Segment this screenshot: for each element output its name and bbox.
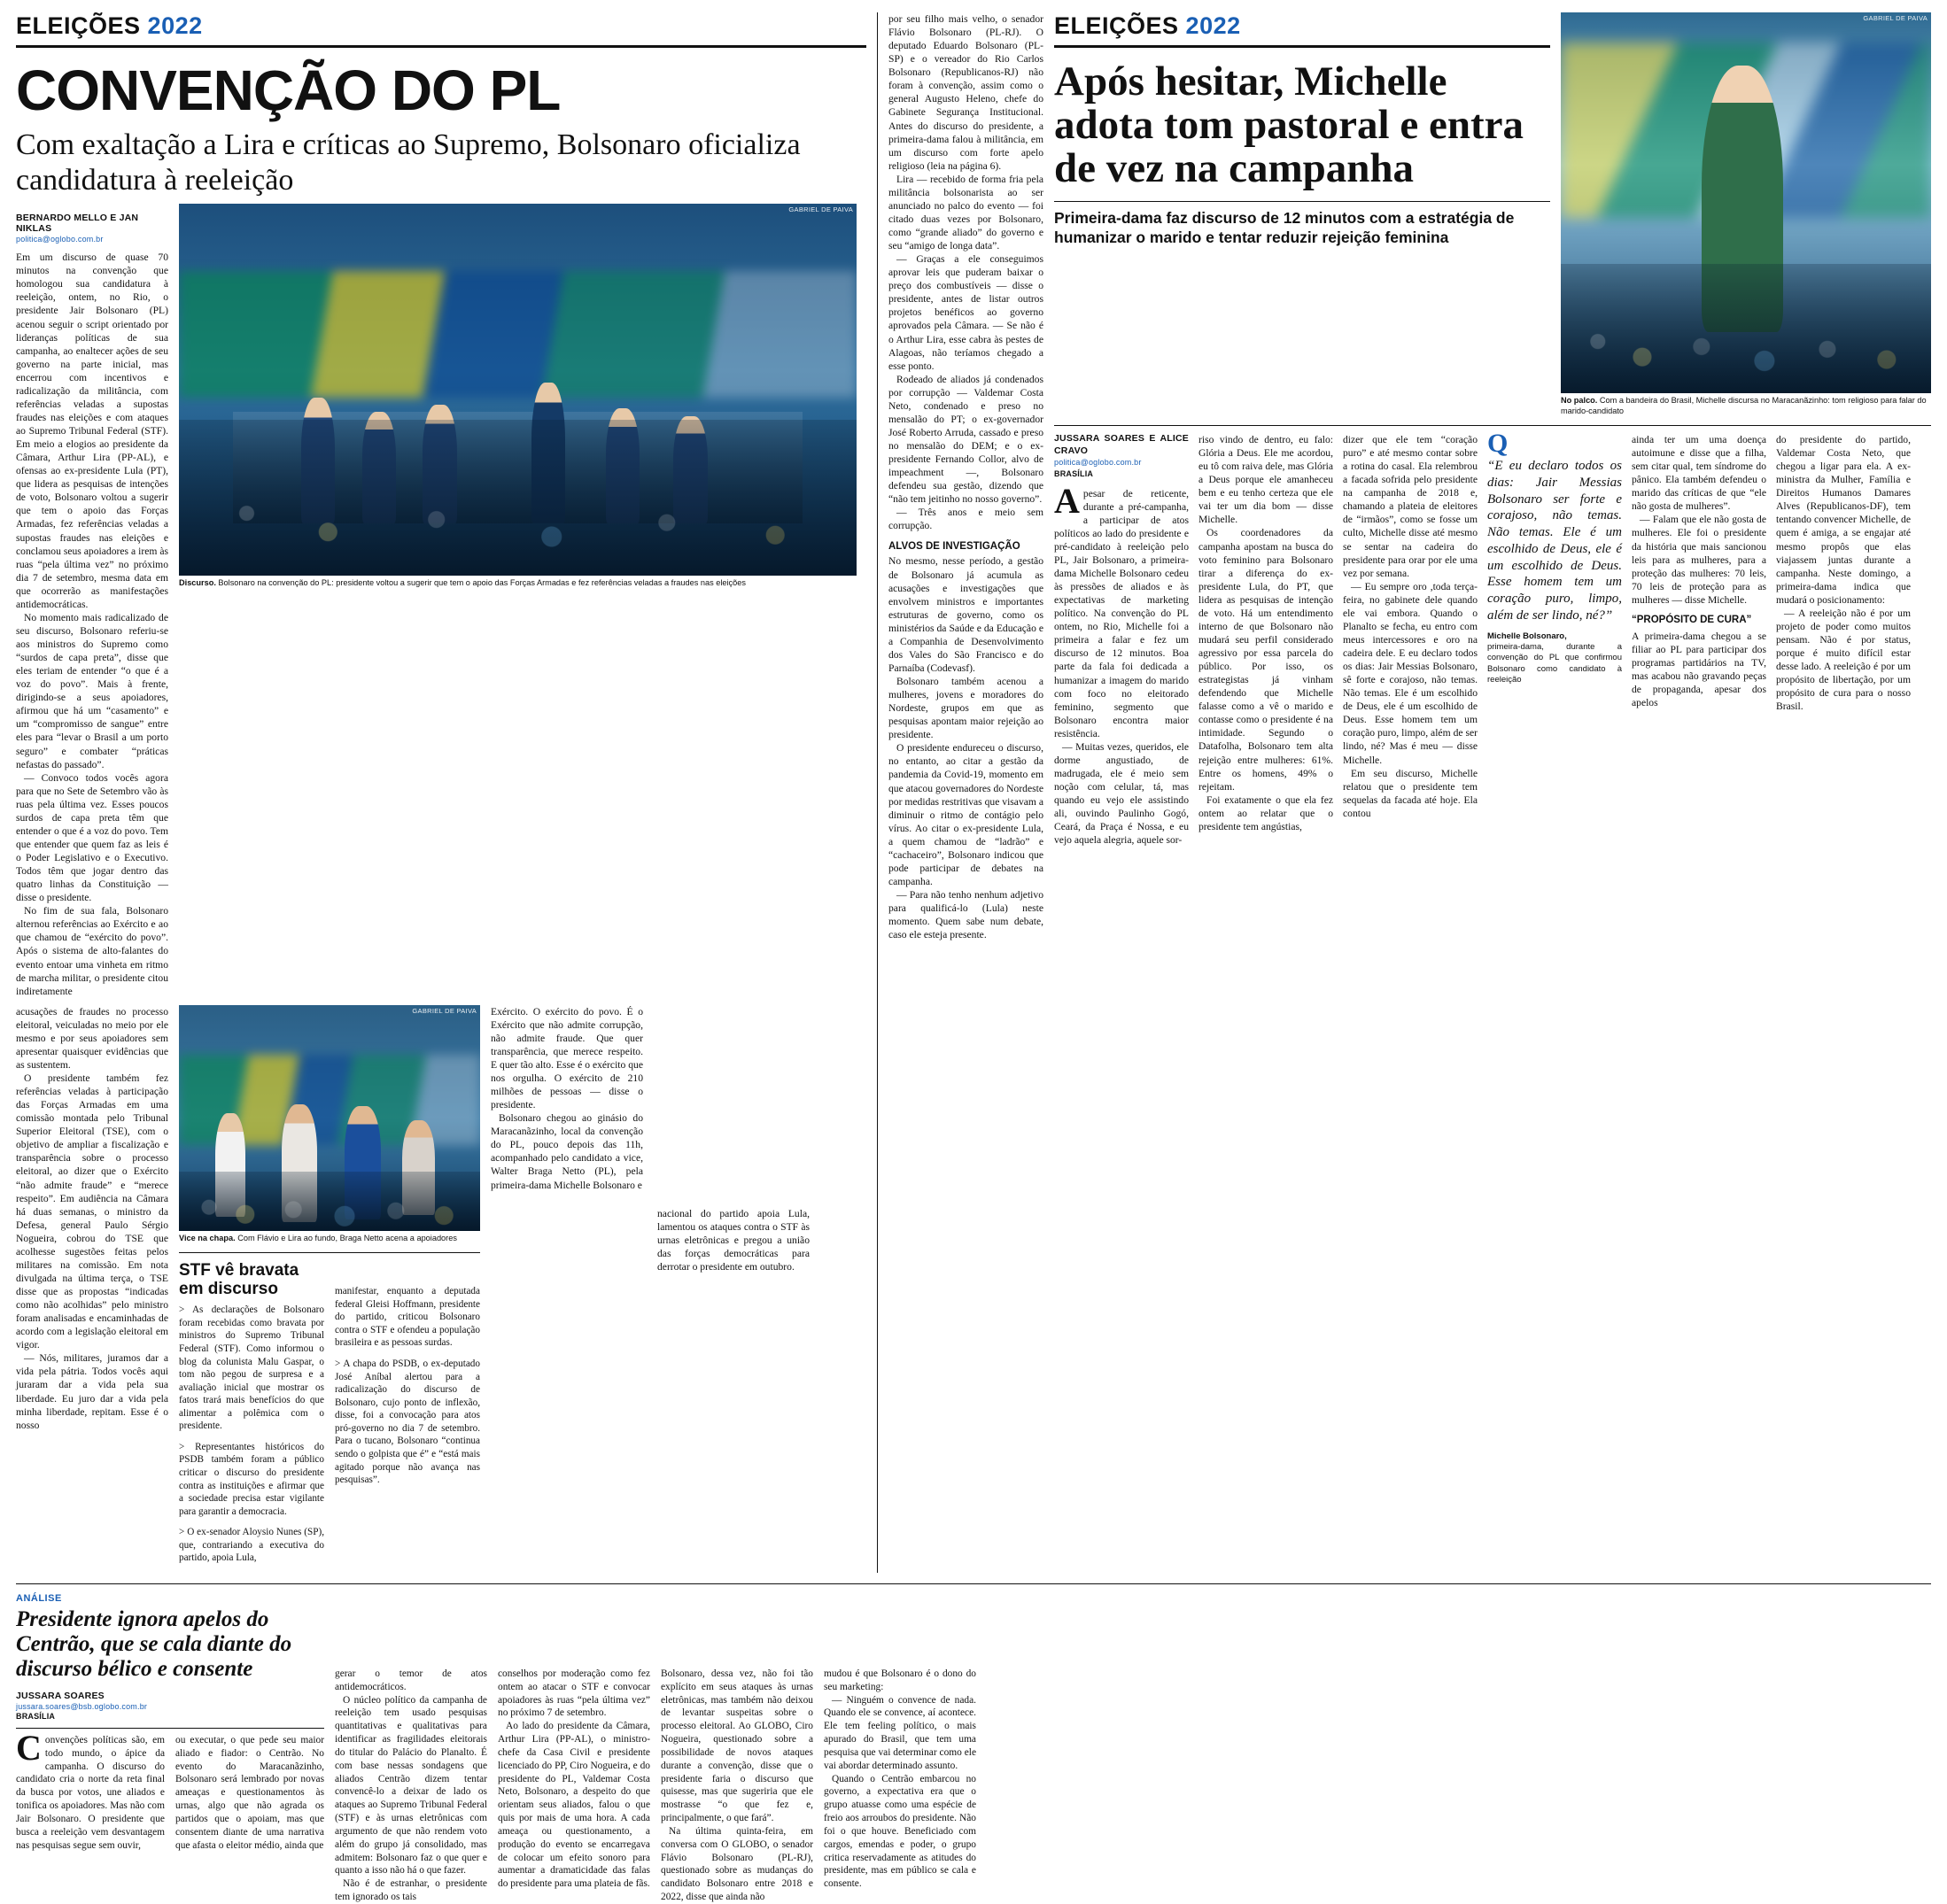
paragraph: Convenções políticas são, em todo mundo, o ápice da campanha. O discurso do candidato cria o norte da reta final da busca por votos, une aliados e tonifica os apoiadores. Mas não com Jair Bolsonaro. O presidente que busca a reeleição vem desvantagem nas pesquisas segue sem ouvir, <box>16 1727 165 1851</box>
photo-bolsonaro-convention <box>179 204 857 576</box>
right-head-area <box>1054 12 1550 416</box>
paragraph: acusações de fraudes no processo eleitoral, veiculadas no meio por ele mesmo e por seus apoiadores sem apresentar quaisquer evidências que as sustentem. <box>16 1005 168 1071</box>
photo-caption <box>1561 396 1931 416</box>
right-kicker-text: ELEIÇÕES <box>1054 12 1179 39</box>
stf-box-right <box>335 1258 480 1573</box>
analysis-column-4 <box>498 1668 650 1904</box>
left-column-3-wrap <box>491 1005 845 1573</box>
stf-box-items-1 <box>179 1304 324 1565</box>
vertical-divider <box>877 12 878 1573</box>
stf-box-left <box>179 1258 324 1573</box>
right-article <box>1054 12 1931 1573</box>
right-byline-names: JUSSARA SOARES E ALICE CRAVO <box>1054 433 1189 456</box>
quote-role: primeira-dama, durante a convenção do PL que confirmou Bolsonaro como candidato à reeleição <box>1487 641 1622 685</box>
paragraph: Bolsonaro também acenou a mulheres, jovens e moradores do Nordeste, grupos em que as pesquisas apontam maior rejeição ao presidente. <box>888 676 1043 741</box>
right-photo-wrap <box>1561 12 1931 416</box>
right-kicker-rule <box>1054 45 1550 48</box>
paragraph: Bolsonaro chegou ao ginásio do Maracanãzinho, local da convenção do PL, pouco depois das 11h, acompanhado pelo candidato a vice, Walter Braga Netto (PL), pela primeira-dama Michelle Bolsonaro e <box>491 1112 643 1191</box>
analysis-body <box>335 1593 1931 1904</box>
paragraph: — Eu sempre oro ,toda terça-feira, no gabinete dele quando ele vai embora. Quando o Planalto se fecha, eu entro com meus intercessores e oro na cadeira dele. E eu declaro todos os dias: Jair Messias Bolsonaro, sê forte e corajoso, não temas. Não temas. Ele é um escolhido de Deus, ele é um escolhido de Deus. Esse homem tem um coração puro, limpo, além de ser lindo, né? Mas é meu — disse Michelle. <box>1343 580 1478 766</box>
analysis-tag: ANÁLISE <box>16 1592 62 1604</box>
left-byline-mail[interactable]: politica@oglobo.com.br <box>16 235 104 244</box>
right-column-2 <box>1198 433 1333 847</box>
paragraph: gerar o temor de atos antidemocráticos. <box>335 1668 487 1692</box>
left-body-1 <box>16 251 168 998</box>
paragraph: No fim de sua fala, Bolsonaro alternou referências ao Exército e ao que chamou de “exército do povo”. Após o sistema de alto-falantes do evento entoar uma vinheta em ritmo de marcha militar, o presidente citou indiretamente <box>16 905 168 997</box>
left-column-1 <box>16 204 168 998</box>
paragraph: Os coordenadores da campanha apostam na busca do voto feminino para Bolsonaro tirar a diferença do ex-presidente Lula, do PT, que lidera as pesquisas de intenção de voto. Há um entendimento interno de que Bolsonaro não mudará seu perfil considerado agressivo por essa parcela do público. Por isso, os estrategistas já vinham defendendo que Michelle falasse como a vê o marido e contasse como o presidente é na intimidade. Segundo o Datafolha, Bolsonaro tem alta rejeição entre mulheres: 61%. Entre os homens, 49% o rejeitam. <box>1198 527 1333 793</box>
analysis-byline-loc: BRASÍLIA <box>16 1711 56 1721</box>
pull-quote-text: “E eu declaro todos os dias: Jair Messias Bolsonaro ser forte e corajoso, não temas. Não temas. Ele é um escolhido de Deus, ele é um escolhido de Deus. Esse homem tem um coração puro, limpo, além de ser lindo, né?” <box>1487 459 1622 623</box>
analysis-column-3 <box>335 1668 487 1904</box>
left-kicker-year: 2022 <box>147 12 203 39</box>
paragraph: Quando o Centrão embarcou no governo, a expectativa era que o grupo atuasse como uma espécie de freio aos arroubos do presidente. Não foi o que houve. Beneficiado com cargos, emendas e poder, o grupo critica reservadamente as atitudes do presidente, mas em público se cala e consente. <box>824 1773 976 1890</box>
alvos-subhead: ALVOS DE INVESTIGAÇÃO <box>888 541 1020 553</box>
paragraph: Não é de estranhar, o presidente tem ignorado os tais <box>335 1878 487 1903</box>
paragraph: Em um discurso de quase 70 minutos na convenção que homologou sua candidatura à reeleição, ontem, no Rio, o presidente Jair Bolsonaro (PL) acenou seguir o script orientado por lideranças políticas de sua campanha, ao enaltecer ações de seu governo na parte inicial, mas encerrou com incentivos e radicalização da militância, com referências veladas a supostas fraudes nas eleições e com ataques ao Supremo Tribunal Federal (STF). Em meio a elogios ao presidente da Câmara, Arthur Lira (PP-AL), e ofensas ao ex-presidente Lula (PT), que lidera as pesquisas de intenções de voto, Bolsonaro voltou a sugerir que tem o apoio das Forças Armadas, fez referências veladas a supostas fraudes nas eleições e conclamou seus apoiadores a irem às ruas “pela última vez” no próximo dia 7 de setembro, mesma data em que ocorrerão as manifestações antidemocráticas. <box>16 252 168 610</box>
paragraph: ou executar, o que pede seu maior aliado e fiador: o Centrão. No evento do Maracanãzinho, Bolsonaro será lembrado por novas ameaças e questionamentos às urnas, algo que não agrada os partidos que o apoiam, mas que consentem diante de uma narrativa que afasta o eleitor médio, ainda que <box>175 1734 324 1851</box>
left-photo-1-wrap <box>179 204 857 998</box>
paragraph: do presidente do partido, Valdemar Costa Neto, que chegou a ligar para ela. A ex-ministra da Mulher, Família e Direitos Humanos Damares Alves (Republicanos-DF), tem tentando convencer Michelle, de quem é amiga, a se engajar até mesmo propôs que elas viajassem juntas durante a campanha. Neste domingo, a primeira-dama indica que mudará o posicionamento: <box>1776 434 1911 606</box>
left-photo-2-wrap <box>179 1005 480 1573</box>
left-body-3 <box>491 1005 643 1192</box>
alvos-body <box>888 554 1043 941</box>
caption-text: Com Flávio e Lira ao fundo, Braga Netto acena a apoiadores <box>235 1233 457 1242</box>
caption-lead: No palco. <box>1561 396 1598 405</box>
middle-body <box>888 12 1043 532</box>
analysis-headline: Presidente ignora apelos do Centrão, que se cala diante do discurso bélico e consente <box>16 1606 292 1681</box>
bullet-item: > A chapa do PSDB, o ex-deputado José Aníbal alertou para a radicalização do discurso de Bolsonaro, cujo ponto de inflexão, disse, foi a convocação para atos pró-governo no dia 7 de setembro. Para o tucano, Bolsonaro “continua sendo o golpista que é” e “está mais agitado porque não avança nas pesquisas”. <box>335 1358 480 1486</box>
right-byline <box>1054 433 1189 480</box>
paragraph: — Graças a ele conseguimos aprovar leis que puderam baixar o preço dos combustíveis — disse o presidente, antes de listar outros projetos benéficos ao governo aprovados pela Câmara. — Se não é o Arthur Lira, esse cabra às pestes de Alagoas, não teríamos chegado a esse ponto. <box>888 253 1043 372</box>
pull-quote <box>1487 429 1622 847</box>
left-lower-columns <box>16 1005 866 1573</box>
paragraph: mudou é que Bolsonaro é o dono do seu marketing: <box>824 1668 976 1692</box>
left-body-2 <box>16 1005 168 1432</box>
analysis-column-5 <box>661 1668 813 1904</box>
pull-quote-attribution <box>1487 631 1622 686</box>
right-column-4 <box>1632 433 1766 847</box>
right-byline-loc: BRASÍLIA <box>1054 468 1094 478</box>
left-byline <box>16 213 168 244</box>
photo-credit: GABRIEL DE PAIVA <box>788 205 853 214</box>
paragraph: — Convoco todos vocês agora para que no Sete de Setembro vão às ruas pela última vez. Esses poucos surdos de capa preta têm que entender o que é a voz do povo. Tem que entender que quem faz as leis é o Poder Legislativo e o Executivo. Todos têm que jogar dentro das quatro linhas da Constituição — disse o presidente. <box>16 771 168 904</box>
analysis-byline-mail[interactable]: jussara.soares@bsb.oglobo.com.br <box>16 1701 148 1711</box>
left-kicker <box>16 12 866 40</box>
bullet-item: nacional do partido apoia Lula, lamentou os ataques contra o STF às urnas eletrônicas e pregou a união das forças democráticas para derrotar o presidente em outubro. <box>657 1207 810 1273</box>
paragraph: A primeira-dama chegou a se filiar ao PL para participar dos programas partidários na TV, mas acabou não gravando peças de propaganda, apesar dos apelos <box>1632 630 1766 709</box>
right-body-columns <box>1054 429 1931 847</box>
analysis-column-2 <box>175 1734 324 1852</box>
left-article <box>16 12 866 1573</box>
paragraph: — Três anos e meio sem corrupção. <box>888 507 1043 532</box>
right-headline: Após hesitar, Michelle adota tom pastoral e entra de vez na campanha <box>1054 58 1524 191</box>
right-column-1 <box>1054 433 1189 847</box>
left-byline-names: BERNARDO MELLO E JAN NIKLAS <box>16 213 139 235</box>
left-kicker-rule <box>16 45 866 48</box>
top-section <box>16 12 1931 1573</box>
paragraph: — A reeleição não é por um projeto de poder como muitos pensam. Não é por status, porque é muito difícil estar desse lado. A reeleição é por um propósito de libertação, por um propósito de cura para o nosso Brasil. <box>1776 607 1911 713</box>
paragraph: — Para não tenho nenhum adjetivo para qualificá-lo (Lula) neste momento. Quem sabe num debate, caso ele esteja presente. <box>888 889 1043 941</box>
analysis-head <box>16 1593 324 1904</box>
right-kicker-year: 2022 <box>1185 12 1241 39</box>
left-top-columns <box>16 204 866 998</box>
photo-caption <box>179 578 857 589</box>
right-deck: Primeira-dama faz discurso de 12 minutos com a estratégia de humanizar o marido e tentar reduzir rejeição feminina <box>1054 208 1515 246</box>
quote-author: Michelle Bolsonaro, <box>1487 631 1567 641</box>
left-deck: Com exaltação a Lira e críticas ao Supremo, Bolsonaro oficializa candidatura à reeleição <box>16 128 801 197</box>
analysis-section <box>16 1593 1931 1904</box>
caption-text: Com a bandeira do Brasil, Michelle discursa no Maracanãzinho: tom religioso para falar do marido-candidato <box>1561 396 1927 415</box>
right-kicker <box>1054 12 1550 40</box>
photo-michelle-stage <box>1561 12 1931 393</box>
paragraph: Bolsonaro, dessa vez, não foi tão explícito em seus ataques às urnas eletrônicas, mas também não deixou de levantar suspeitas sobre o processo eleitoral. Ao GLOBO, Ciro Nogueira, questionado sobre a possibilidade de novos ataques durante a convenção, disse que o presidente faria o discurso que quisesse, mas que sugeriria que ele mostrasse “o que fez e, principalmente, o que fará”. <box>661 1668 813 1824</box>
left-headline: CONVENÇÃO DO PL <box>16 58 561 122</box>
paragraph: dizer que ele tem “coração puro” e até mesmo contar sobre a rotina do casal. Ela relembrou a facada sofrida pelo presidente na campanha de 2018 e, chamando a plateia de eleitores de “irmãos”, como se fosse um culto, Michelle disse até mesmo se sentar na cadeira do presidente para orar por ele uma vez por semana. <box>1343 434 1478 579</box>
quote-mark-icon: Q <box>1487 429 1509 458</box>
analysis-byline <box>16 1691 324 1721</box>
paragraph: riso vindo de dentro, eu falo: Glória a Deus. Ele me acordou, eu tô com raiva dele, mas Glória a Deus porque ele amanheceu bem e eu tenho certeza que ele vai ter um dia bom — disse Michelle. <box>1198 434 1333 526</box>
paragraph: — Ninguém o convence de nada. Quando ele se convence, aí acontece. Ele tem feeling político, o mais apurado do Brasil, que tem uma pesquisa que vai determinar como ele vai abordar determinado assunto. <box>824 1694 976 1771</box>
middle-column <box>888 12 1043 1573</box>
left-column-2 <box>16 1005 168 1573</box>
paragraph: Lira — recebido de forma fria pela militância bolsonarista ao ser anunciado no palco do evento — foi citado duas vezes por Bolsonaro, como “grande aliado” do governo e seu “amigo de longa data”. <box>888 173 1043 252</box>
paragraph: — Falam que ele não gosta de mulheres. Ele foi o presidente da história que mais sancionou leis para as mulheres, para a proteção das mulheres: 70 leis, 70 leis de proteção para as mulheres — disse Michelle. <box>1632 514 1766 606</box>
paragraph: Apesar de reticente, durante a pré-campanha, a participar de atos políticos ao lado do presidente e pré-candidato à reeleição pelo PL, Jair Bolsonaro, a primeira-dama Michelle Bolsonaro cedeu às pressões de aliados e às expectativas de marketing político. Na convenção do PL ontem, no Rio, Michelle foi a primeira a falar e fez um discurso de 12 minutos. Boa parte da fala foi dedicada a humanizar a imagem do marido com foco no eleitorado feminino, segmento que Bolsonaro encontra maior resistência. <box>1054 480 1189 739</box>
bullet-item: > O ex-senador Aloysio Nunes (SP), que, contrariando a executiva do partido, apoia Lula, <box>179 1527 324 1564</box>
left-kicker-text: ELEIÇÕES <box>16 12 141 39</box>
caption-lead: Vice na chapa. <box>179 1233 236 1242</box>
paragraph: — Muitas vezes, queridos, ele dorme angustiado, de madrugada, ele é meio sem noção com celular, tá, mas quando eu vejo ele assistindo ali, ouvindo Paulinho Gogó, Ceará, da Praça é Nossa, e eu vejo aquela alegria, aquele sor- <box>1054 740 1189 847</box>
paragraph: O presidente também fez referências veladas à participação das Forças Armadas em uma comissão montada pelo Tribunal Superior Eleitoral (TSE), com o objetivo de ampliar a fiscalização e transparência sobre o processo eleitoral, ao dizer que o Exército “não admite fraude” e “merece respeito”. Em audiência na Câmara há duas semanas, o ministro da Defesa, general Paulo Sérgio Nogueira, cobrou do TSE que acolhesse sugestões feitas pelos militares na comissão. Em nota divulgada na última terça, o TSE disse que as propostas “indicadas como não acolhidas” pelo ministro foram analisadas e encaminhadas de acordo com a legislação eleitoral em vigor. <box>16 1072 168 1351</box>
paragraph: Na última quinta-feira, em conversa com O GLOBO, o senador Flávio Bolsonaro (PL-RJ), questionado sobre as mudanças do candidato Bolsonaro entre 2018 e 2022, disse que ainda não <box>661 1825 813 1903</box>
paragraph: conselhos por moderação como fez ontem ao atacar o STF e convocar apoiadores às ruas “pela última vez” no próximo 7 de setembro. <box>498 1668 650 1719</box>
photo-credit: GABRIEL DE PAIVA <box>1863 14 1928 22</box>
right-column-5 <box>1776 433 1911 847</box>
paragraph: Ao lado do presidente da Câmara, Arthur Lira (PP-AL), o ministro-chefe da Casa Civil e presidente licenciado do PP, Ciro Nogueira, e do presidente do PL, Valdemar Costa Neto, Bolsonaro, a despeito do que orientam seus aliados, falou o que quis por mais de uma hora. A cada ameaça ou questionamento, a produção do evento se encarregava de colocar um efeito sonoro para aumentar a dramaticidade das falas do presidente para uma plateia de fãs. <box>498 1721 650 1890</box>
paragraph: — Nós, militares, juramos dar a vida pela pátria. Todos vocês aqui juraram dar a vida pela sua liberdade. Eu juro dar a vida pela minha liberdade, repitam. Esse é o nosso <box>16 1352 168 1431</box>
paragraph: Foi exatamente o que ela fez ontem ao relatar que o presidente tem angústias, <box>1198 793 1333 832</box>
bullet-item: > Representantes históricos do PSDB também foram a público criticar o discurso do presidente contra as instituições e afirmar que a sociedade precisa estar vigilante para garantir a democracia. <box>179 1441 324 1517</box>
stf-box-items-3 <box>657 1005 810 1273</box>
paragraph: No mesmo, nesse período, a gestão de Bolsonaro já acumula as acusações e investigações que envolvem ministros e importantes estruturas de governo, como os ministérios da Saúde e da Educação e a Companhia de Desenvolvimento dos Vales do São Francisco e do Parnaíba (Codevasf). <box>888 555 1043 674</box>
analysis-byline-name: JUSSARA SOARES <box>16 1690 105 1701</box>
paragraph: O presidente endureceu o discurso, no entanto, ao citar a gestão da pandemia da Covid-19, momento em que atacou governadores do Nordeste por medidas restritivas que visavam a diminuir o ritmo de contágio pelo vírus. Ao citar o ex-presidente Lula, a quem chamou de “ladrão” e “cachaceiro”, Bolsonaro indicou que pode participar de debates na campanha. <box>888 742 1043 887</box>
analysis-column-6 <box>824 1668 976 1904</box>
stf-box-items-2 <box>335 1285 480 1486</box>
paragraph: Exército. O exército do povo. É o Exército que não admite corrupção, não admite fraude. Que quer transparência, que merece respeito. E quer tão alto. Esse é o exército que nos orgulha. O exército de 210 milhões de pessoas — disse o presidente. <box>491 1005 643 1111</box>
section-divider <box>16 1583 1931 1584</box>
stf-box-title: STF vê bravata em discurso <box>179 1261 299 1298</box>
photo-credit: GABRIEL DE PAIVA <box>412 1006 477 1015</box>
analysis-column-1 <box>16 1727 165 1852</box>
paragraph: O núcleo político da campanha de reeleição tem usado pesquisas quantitativas e qualitativas para identificar as fragilidades eleitorais do titular do Palácio do Planalto. É com base nessas sondagens que aliados Centrão dizem tentar convencê-lo a deixar de lado os ataques ao Supremo Tribunal Federal (STF) e às urnas eletrônicas com argumento de que não rendem voto além do grupo já consolidado, mas admitem: Bolsonaro faz o que quer e quanto a isso não há o que fazer. <box>335 1694 487 1877</box>
propos-subhead: “PROPÓSITO DE CURA” <box>1632 614 1752 625</box>
caption-lead: Discurso. <box>179 578 216 588</box>
bullet-item: > As declarações de Bolsonaro foram recebidas como bravata por ministros do Supremo Tribunal Federal (STF). Como informou o blog da colunista Malu Gaspar, o tom não pegou de surpresa e a avaliação inicial que mostrar os fatos trará mais benefícios do que alimentar a polêmica com o presidente. <box>179 1304 324 1432</box>
caption-text: Bolsonaro na convenção do PL: presidente voltou a sugerir que tem o apoio das Forças Armadas e fez referências veladas a fraudes nas eleições <box>215 578 746 588</box>
paragraph: No momento mais radicalizado de seu discurso, Bolsonaro referiu-se aos ministros do Supremo como “surdos de capa preta”, disse que eles teriam de entender “o que é a voz do povo”. Mais à frente, dirigindo-se a seus apoiadores, afirmou que há um “casamento” e um “compromisso de sangue” entre eles para “levar o Brasil a um porto seguro” e combater “práticas nefastas do passado”. <box>16 611 168 770</box>
right-column-3 <box>1343 433 1478 847</box>
photo-caption <box>179 1234 480 1244</box>
photo-braga-netto <box>179 1005 480 1231</box>
paragraph: Em seu discurso, Michelle relatou que o presidente tem sequelas da facada até hoje. Ela contou <box>1343 767 1478 819</box>
bullet-item: manifestar, enquanto a deputada federal Gleisi Hoffmann, presidente do partido, criticou Bolsonaro contra o STF e ofendeu a população brasileira e as pessoas surdas. <box>335 1286 480 1349</box>
right-byline-mail[interactable]: politica@oglobo.com.br <box>1054 458 1142 468</box>
paragraph: ainda ter um uma doença autoimune e disse que a filha, sem citar qual, tem síndrome do pânico. Ela também defendeu o marido das críticas de que “ele não gosta de mulheres”. <box>1632 434 1766 513</box>
paragraph: Rodeado de aliados já condenados por corrupção — Valdemar Costa Neto, condenado e preso no mensalão do PT; o ex-governador José Roberto Arruda, cassado e preso no mensalão do DEM; e o ex-presidente Fernando Collor, alvo de impeachment —, Bolsonaro defendeu sua gestão, dizendo que “não tem jeitinho no nosso governo”. <box>888 373 1043 506</box>
paragraph: por seu filho mais velho, o senador Flávio Bolsonaro (PL-RJ). O deputado Eduardo Bolsonaro (PL-SP) e o vereador do Rio Carlos Bolsonaro (Republicanos-RJ) não foram à convenção, assim como o general Augusto Heleno, chefe do Gabinete Segurança Institucional. Antes do discurso do presidente, a primeira-dama falou à militância, em um discurso com forte apelo religioso (leia na página 6). <box>888 13 1043 172</box>
